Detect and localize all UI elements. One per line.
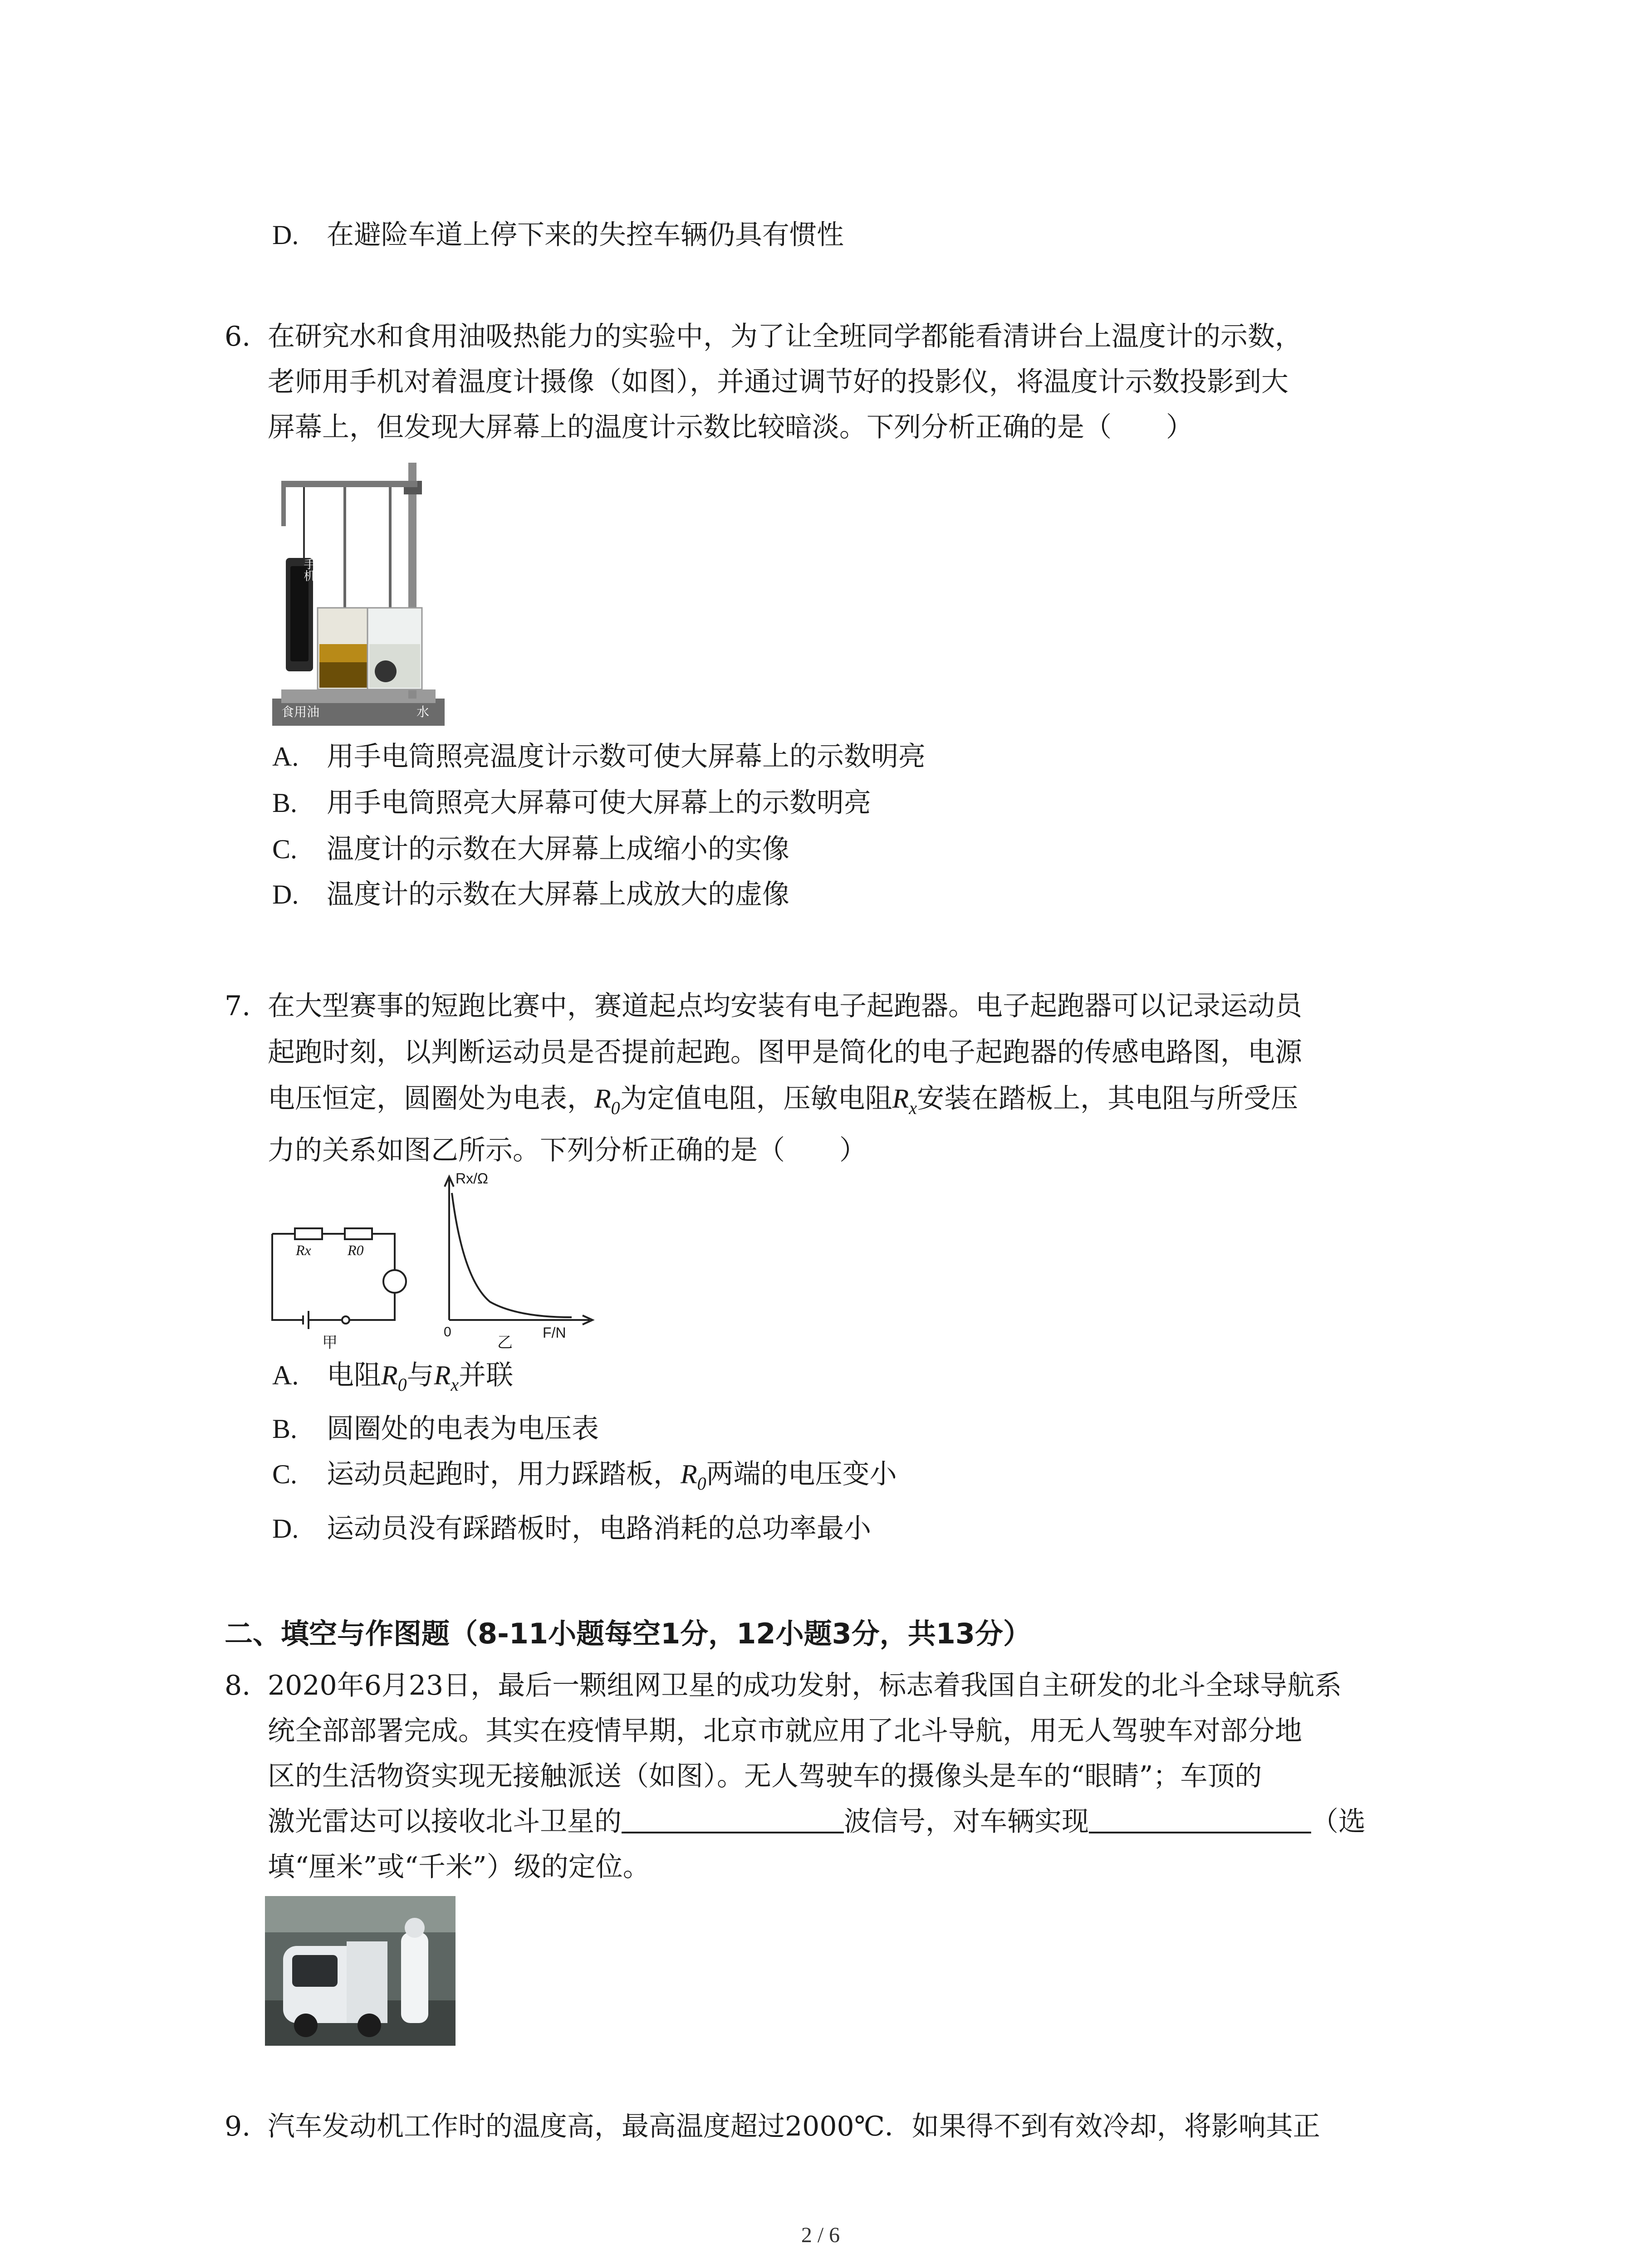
q6-option-c [272, 831, 789, 867]
phone-label: 手机 [302, 558, 315, 582]
q7-option-b [272, 1411, 599, 1447]
option-letter: A. [272, 742, 299, 772]
text-run: 电压恒定，圆圈处为电表， [268, 1083, 594, 1114]
option-text: 温度计的示数在大屏幕上成缩小的实像 [327, 833, 789, 865]
text-run: （选 [1311, 1806, 1366, 1838]
rx-label: Rx [296, 1242, 311, 1258]
q7-option-c [272, 1456, 897, 1502]
text-run: 并联 [459, 1359, 514, 1391]
r0-label: R0 [348, 1242, 364, 1258]
option-letter: B. [272, 788, 298, 818]
option-letter: D. [272, 1514, 299, 1544]
section-heading: 二、填空与作图题（8-11小题每空1分，12小题3分，共13分） [225, 1617, 1031, 1650]
answer-blank-positioning-level[interactable] [1089, 1804, 1311, 1833]
driverless-vehicle-photo [265, 1896, 456, 2046]
option-text: 温度计的示数在大屏幕上成放大的虚像 [327, 879, 789, 910]
question-number-8: 8. [225, 1670, 251, 1701]
circuit-caption: 甲 [322, 1334, 338, 1352]
graph-x-label: F/N [543, 1325, 566, 1341]
question-number-7: 7. [225, 990, 251, 1022]
option-letter: C. [272, 1459, 298, 1489]
q6-option-b [272, 785, 871, 821]
q7-stem-line-1: 在大型赛事的短跑比赛中，赛道起点均安装有电子起跑器。电子起跑器可以记录运动员 [268, 990, 1302, 1022]
text-run: 安装在踏板上，其电阻与所受压 [917, 1083, 1298, 1114]
q9-stem-line-1: 汽车发动机工作时的温度高，最高温度超过2000℃．如果得不到有效冷却，将影响其正 [268, 2111, 1320, 2142]
answer-blank-wave-type[interactable] [622, 1804, 844, 1833]
page-number: 2 / 6 [801, 2223, 840, 2247]
option-text: 用手电筒照亮温度计示数可使大屏幕上的示数明亮 [327, 741, 926, 772]
text-run: 为定值电阻，压敏电阻 [620, 1083, 892, 1114]
r0-symbol: $R_0$ [681, 1459, 706, 1494]
option-letter: A. [272, 1360, 299, 1390]
option-text: 用手电筒照亮大屏幕可使大屏幕上的示数明亮 [327, 787, 871, 819]
q6-option-a [272, 738, 926, 775]
q5-option-d [272, 217, 844, 253]
circuit-diagram-jia [268, 1207, 422, 1352]
text-run: 激光雷达可以接收北斗卫星的 [268, 1806, 622, 1838]
graph-y-label: Rx/Ω [456, 1170, 488, 1187]
r0-symbol: $R_0$ [594, 1084, 620, 1118]
q7-option-a [272, 1357, 513, 1403]
text-run: 运动员起跑时，用力踩踏板， [327, 1458, 681, 1490]
q7-stem-line-3 [268, 1080, 1298, 1126]
option-text: 运动员没有踩踏板时，电路消耗的总功率最小 [327, 1513, 871, 1545]
q8-stem-line-3: 区的生活物资实现无接触派送（如图）。无人驾驶车的摄像头是车的“眼睛”；车顶的 [268, 1760, 1262, 1792]
graph-caption: 乙 [497, 1334, 513, 1352]
rx-symbol: $R_x$ [892, 1084, 917, 1118]
text-run: 与 [407, 1359, 434, 1391]
graph-origin-label: 0 [444, 1325, 451, 1339]
rx-symbol: $R_x$ [434, 1360, 459, 1395]
option-letter: B. [272, 1414, 298, 1444]
q8-stem-line-5: 填“厘米”或“千米”）级的定位。 [268, 1851, 650, 1883]
option-text: 在避险车道上停下来的失控车辆仍具有惯性 [327, 219, 844, 251]
q8-stem-line-4 [268, 1804, 1366, 1840]
option-letter: D. [272, 880, 299, 909]
resistance-force-graph-yi [436, 1170, 608, 1352]
text-run: 电阻 [327, 1359, 381, 1391]
thermometer-experiment-figure [272, 454, 454, 735]
q6-option-d [272, 876, 789, 913]
text-run: 两端的电压变小 [706, 1458, 897, 1490]
question-number-6: 6. [225, 321, 251, 352]
q8-stem-line-1: 2020年6月23日，最后一颗组网卫星的成功发射，标志着我国自主研发的北斗全球导航系 [268, 1670, 1342, 1701]
q6-stem-line-3: 屏幕上，但发现大屏幕上的温度计示数比较暗淡。下列分析正确的是（ ） [268, 411, 1193, 443]
r0-symbol: $R_0$ [381, 1360, 407, 1395]
q7-stem-line-4: 力的关系如图乙所示。下列分析正确的是（ ） [268, 1134, 867, 1166]
option-letter: C. [272, 834, 298, 864]
question-number-9: 9. [225, 2111, 251, 2142]
q6-stem-line-1: 在研究水和食用油吸热能力的实验中，为了让全班同学都能看清讲台上温度计的示数， [268, 321, 1302, 352]
q7-stem-line-2: 起跑时刻，以判断运动员是否提前起跑。图甲是简化的电子起跑器的传感电路图，电源 [268, 1036, 1302, 1068]
q8-stem-line-2: 统全部部署完成。其实在疫情早期，北京市就应用了北斗导航，用无人驾驶车对部分地 [268, 1715, 1302, 1747]
option-text: 圆圈处的电表为电压表 [327, 1413, 599, 1445]
oil-label: 食用油 [281, 704, 320, 719]
water-label: 水 [416, 704, 430, 719]
option-letter: D. [272, 220, 299, 250]
q7-option-d [272, 1510, 871, 1547]
q6-stem-line-2: 老师用手机对着温度计摄像（如图），并通过调节好的投影仪，将温度计示数投影到大 [268, 366, 1288, 398]
text-run: 波信号，对车辆实现 [844, 1806, 1089, 1838]
